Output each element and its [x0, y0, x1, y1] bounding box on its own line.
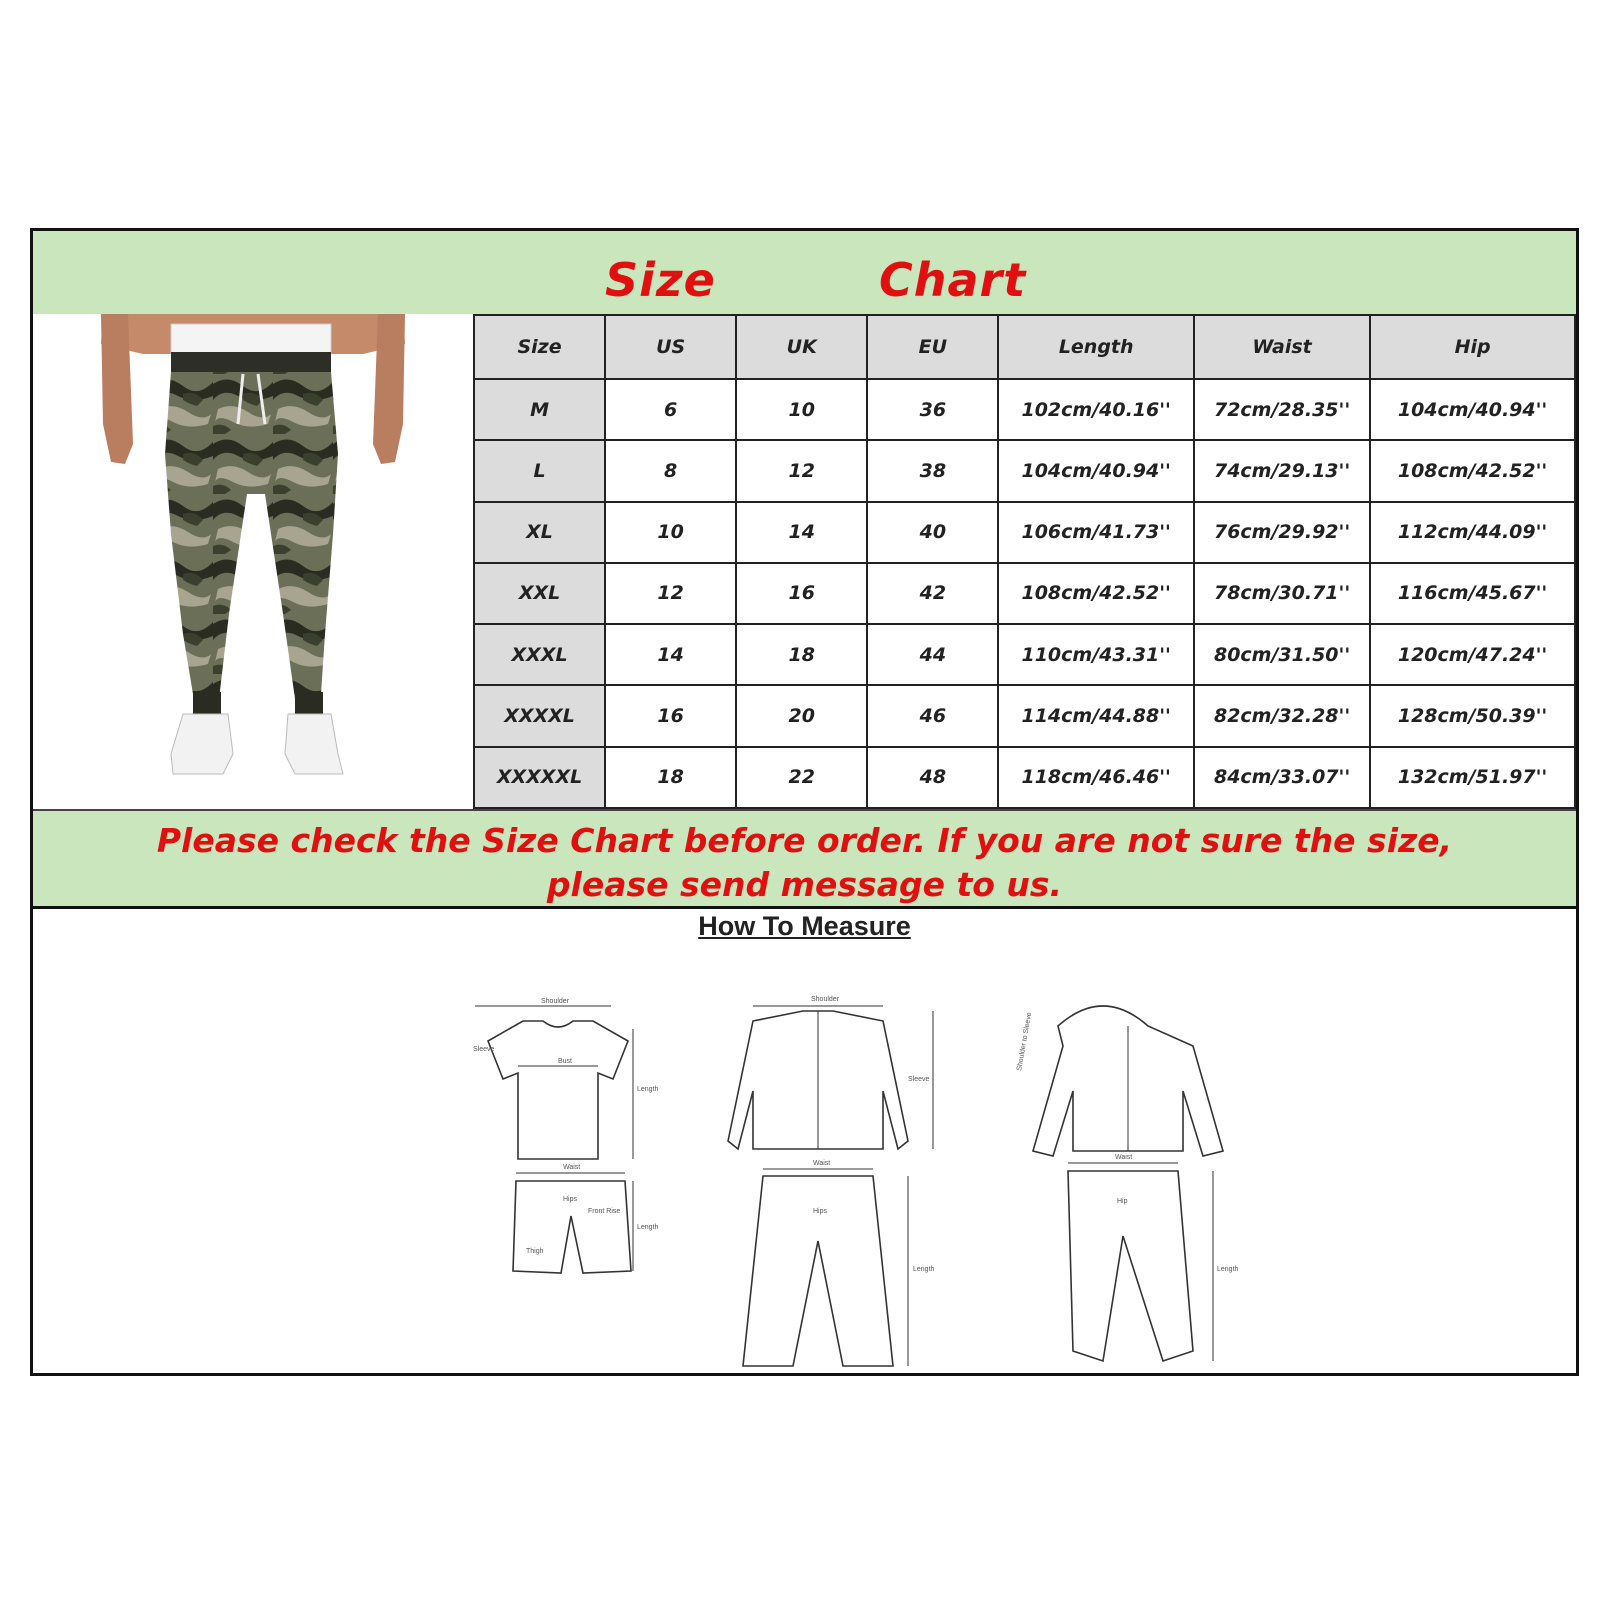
- label-shoulder: Shoulder: [541, 998, 570, 1005]
- cell-hip: 116cm/45.67'': [1370, 563, 1575, 624]
- label-shoulder-shirt: Shoulder: [811, 996, 840, 1003]
- cell-us: 6: [605, 379, 736, 440]
- cell-length: 104cm/40.94'': [998, 440, 1194, 501]
- header-eu: EU: [867, 315, 998, 379]
- note-line-1: Please check the Size Chart before order. If you are not sure the size,: [156, 821, 1453, 860]
- label-waist-trousers: Waist: [813, 1160, 831, 1167]
- shorts-icon: [513, 1164, 659, 1273]
- cell-eu: 38: [867, 440, 998, 501]
- cell-uk: 20: [736, 685, 867, 746]
- cell-size: M: [474, 379, 605, 440]
- cell-length: 118cm/46.46'': [998, 747, 1194, 808]
- measure-diagram: [403, 951, 1263, 1371]
- cell-hip: 104cm/40.94'': [1370, 379, 1575, 440]
- title-band: [33, 231, 1576, 316]
- cell-waist: 76cm/29.92'': [1194, 502, 1370, 563]
- label-length: Length: [637, 1086, 659, 1093]
- label-bust: Bust: [558, 1058, 573, 1065]
- note-band: [33, 809, 1576, 909]
- cell-length: 110cm/43.31'': [998, 624, 1194, 685]
- cell-eu: 40: [867, 502, 998, 563]
- cell-hip: 120cm/47.24'': [1370, 624, 1575, 685]
- joggers-icon: [1068, 1154, 1239, 1361]
- table-row: [474, 624, 1575, 685]
- cell-length: 106cm/41.73'': [998, 502, 1194, 563]
- cell-waist: 78cm/30.71'': [1194, 563, 1370, 624]
- label-hip-joggers: Hip: [1117, 1198, 1128, 1205]
- cell-eu: 36: [867, 379, 998, 440]
- camo-pants-icon: [33, 314, 473, 809]
- header-waist: Waist: [1194, 315, 1370, 379]
- cell-uk: 22: [736, 747, 867, 808]
- header-uk: UK: [736, 315, 867, 379]
- trousers-icon: [743, 1160, 935, 1366]
- cell-us: 14: [605, 624, 736, 685]
- how-to-measure-title: How To Measure: [698, 911, 911, 941]
- cell-us: 8: [605, 440, 736, 501]
- label-length-trousers: Length: [913, 1266, 935, 1273]
- table-row: [474, 747, 1575, 808]
- label-shoulder-to-sleeve: Shoulder to Sleeve: [1016, 1011, 1034, 1072]
- cell-size: XXXXL: [474, 685, 605, 746]
- table-header-row: [474, 315, 1575, 379]
- label-waist-joggers: Waist: [1115, 1154, 1133, 1161]
- label-thigh: Thigh: [526, 1248, 544, 1255]
- table-row: [474, 440, 1575, 501]
- size-table: [473, 314, 1576, 809]
- table-row: [474, 502, 1575, 563]
- cell-uk: 16: [736, 563, 867, 624]
- cell-eu: 46: [867, 685, 998, 746]
- cell-uk: 18: [736, 624, 867, 685]
- cell-eu: 44: [867, 624, 998, 685]
- hoodie-icon: [1016, 1006, 1223, 1156]
- cell-eu: 42: [867, 563, 998, 624]
- header-hip: Hip: [1370, 315, 1575, 379]
- cell-uk: 10: [736, 379, 867, 440]
- header-size: Size: [474, 315, 605, 379]
- header-us: US: [605, 315, 736, 379]
- table-row: [474, 379, 1575, 440]
- cell-size: XXXXXL: [474, 747, 605, 808]
- size-chart-frame: [30, 228, 1579, 1376]
- table-row: [474, 563, 1575, 624]
- cell-length: 114cm/44.88'': [998, 685, 1194, 746]
- cell-hip: 112cm/44.09'': [1370, 502, 1575, 563]
- cell-hip: 108cm/42.52'': [1370, 440, 1575, 501]
- table-row: [474, 685, 1575, 746]
- cell-hip: 128cm/50.39'': [1370, 685, 1575, 746]
- shirt-icon: [728, 996, 933, 1149]
- cell-waist: 72cm/28.35'': [1194, 379, 1370, 440]
- header-length: Length: [998, 315, 1194, 379]
- tshirt-icon: [473, 998, 659, 1159]
- cell-length: 108cm/42.52'': [998, 563, 1194, 624]
- cell-waist: 80cm/31.50'': [1194, 624, 1370, 685]
- cell-uk: 12: [736, 440, 867, 501]
- cell-length: 102cm/40.16'': [998, 379, 1194, 440]
- cell-us: 10: [605, 502, 736, 563]
- note-line-2: please send message to us.: [546, 865, 1063, 904]
- cell-size: XXXL: [474, 624, 605, 685]
- cell-us: 16: [605, 685, 736, 746]
- cell-waist: 82cm/32.28'': [1194, 685, 1370, 746]
- label-hips-shorts: Hips: [563, 1196, 578, 1203]
- label-waist-shorts: Waist: [563, 1164, 581, 1171]
- cell-size: XXL: [474, 563, 605, 624]
- cell-us: 12: [605, 563, 736, 624]
- label-sleeve-shirt: Sleeve: [908, 1076, 930, 1083]
- product-photo: [33, 314, 473, 809]
- cell-waist: 74cm/29.13'': [1194, 440, 1370, 501]
- cell-size: L: [474, 440, 605, 501]
- cell-eu: 48: [867, 747, 998, 808]
- title-size: Size: [605, 253, 716, 307]
- cell-waist: 84cm/33.07'': [1194, 747, 1370, 808]
- cell-size: XL: [474, 502, 605, 563]
- cell-us: 18: [605, 747, 736, 808]
- label-sleeve: Sleeve: [473, 1046, 495, 1053]
- label-length-joggers: Length: [1217, 1266, 1239, 1273]
- label-length-shorts: Length: [637, 1224, 659, 1231]
- label-front-rise: Front Rise: [588, 1208, 621, 1215]
- cell-uk: 14: [736, 502, 867, 563]
- label-hips-trousers: Hips: [813, 1208, 828, 1215]
- cell-hip: 132cm/51.97'': [1370, 747, 1575, 808]
- title-chart: Chart: [879, 253, 1027, 307]
